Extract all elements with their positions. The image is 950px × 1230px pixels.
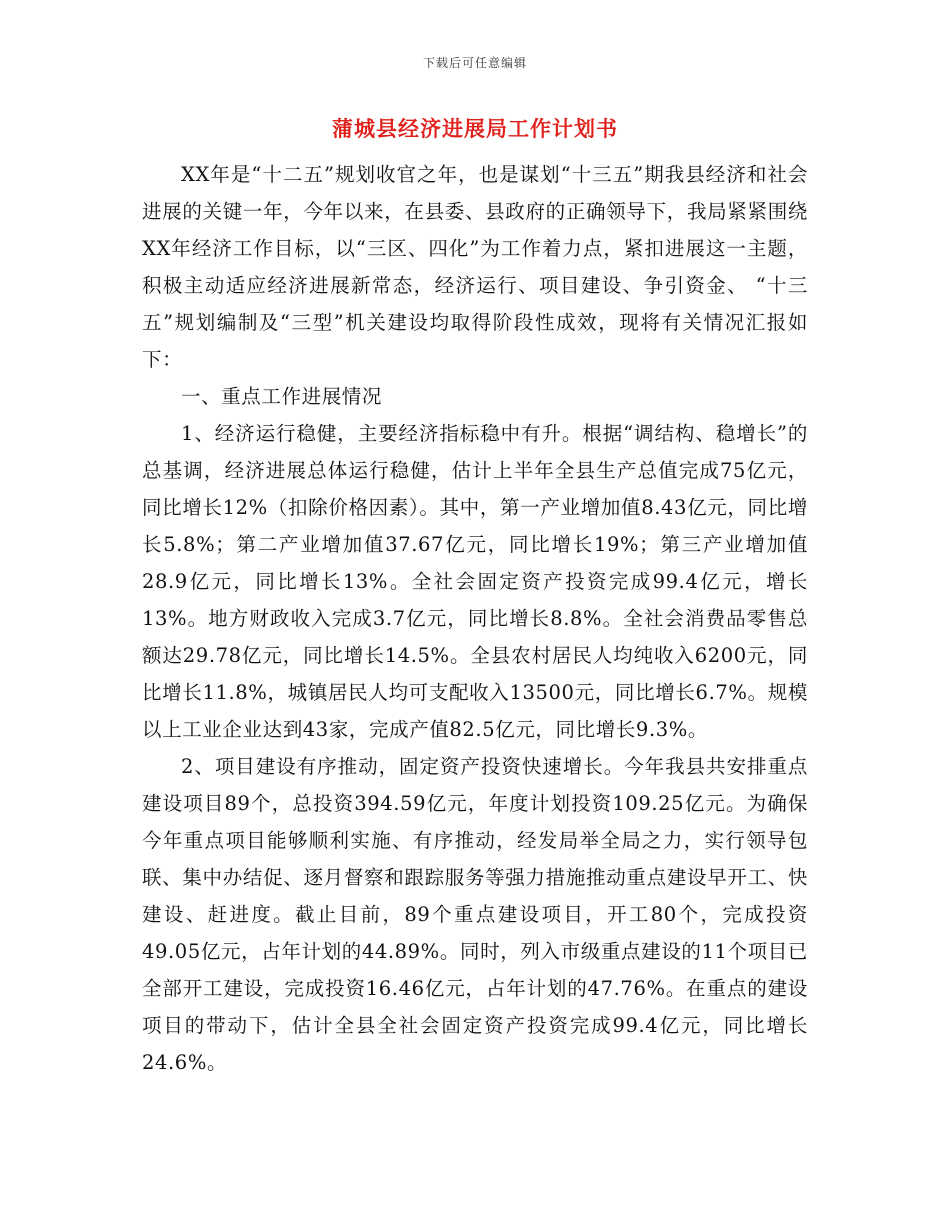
header-note: 下载后可任意编辑	[422, 56, 527, 70]
document-body	[142, 156, 808, 1081]
paragraph-intro: XX年是“十二五”规划收官之年，也是谋划“十三五”期我县经济和社会进展的关键一年，今年以来，在县委、县政府的正确领导下，我局紧紧围绕XX年经济工作目标，以“三区、四化”为工作着力点，紧扣进展这一主题，积极主动适应经济进展新常态，经济运行、项目建设、争引资金、 “十三五”规划编制及“三型”机关建设均取得阶段性成效，现将有关情况汇报如下：	[142, 163, 808, 371]
section-heading: 一、重点工作进展情况	[181, 385, 383, 408]
paragraph-projects: 2、项目建设有序推动，固定资产投资快速增长。今年我县共安排重点建设项目89个，总投资394.59亿元，年度计划投资109.25亿元。为确保今年重点项目能够顺利实施、有序推动，经发局举全局之力，实行领导包联、集中办结促、逐月督察和跟踪服务等强力措施推动重点建设早开工、快建设、赶进度。截止目前，89个重点建设项目，开工80个，完成投资49.05亿元，占年计划的44.89%。同时，列入市级重点建设的11个项目已全部开工建设，完成投资16.46亿元，占年计划的47.76%。在重点的建设项目的带动下，估计全县全社会固定资产投资完成99.4亿元，同比增长24.6%。	[142, 755, 808, 1074]
paragraph-economy: 1、经济运行稳健，主要经济指标稳中有升。根据“调结构、稳增长”的总基调，经济进展总体运行稳健，估计上半年全县生产总值完成75亿元，同比增长12%（扣除价格因素）。其中，第一产业增加值8.43亿元，同比增长5.8%；第二产业增加值37.67亿元，同比增长19%；第三产业增加值28.9亿元，同比增长13%。全社会固定资产投资完成99.4亿元，增长13%。地方财政收入完成3.7亿元，同比增长8.8%。全社会消费品零售总额达29.78亿元，同比增长14.5%。全县农村居民人均纯收入6200元，同比增长11.8%，城镇居民人均可支配收入13500元，同比增长6.7%。规模以上工业企业达到43家，完成产值82.5亿元，同比增长9.3%。	[142, 422, 808, 741]
document-title: 蒲城县经济进展局工作计划书	[332, 116, 618, 141]
